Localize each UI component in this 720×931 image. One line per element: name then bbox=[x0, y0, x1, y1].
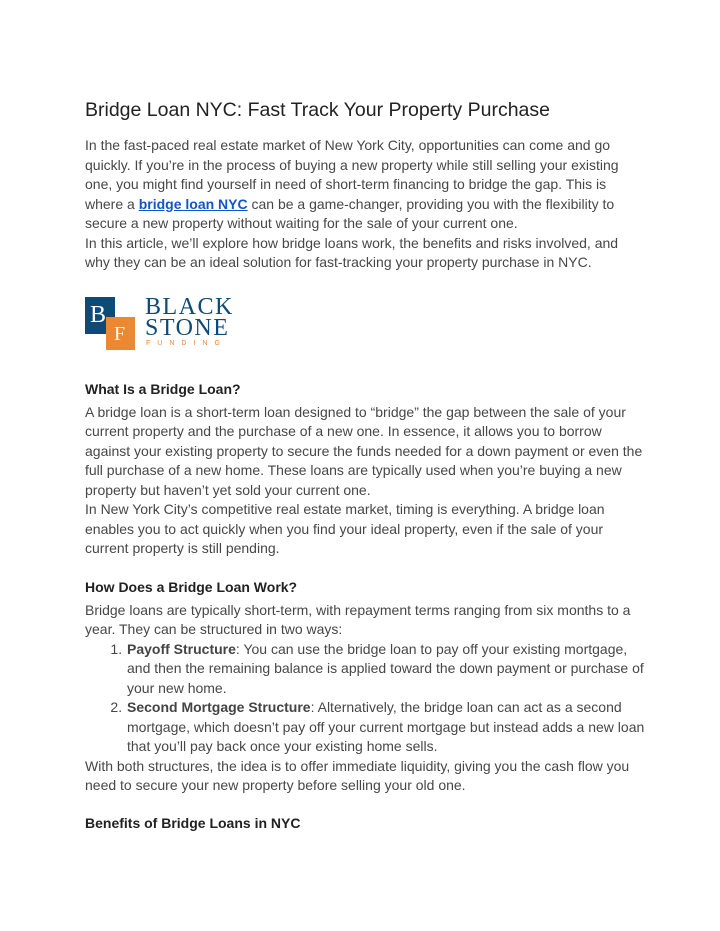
logo-letter-b: B bbox=[90, 301, 107, 328]
logo-word-stone: STONE bbox=[145, 314, 230, 341]
intro-text-a: In the fast-paced real estate market of New York City, opportunities can come and go quickly. If you’re in the process of buying a new property while still selling your existing one, you might find yourself in need of short-term financing to bridge the gap. This is where a bbox=[85, 137, 619, 212]
list-item bbox=[126, 698, 645, 757]
logo-letter-f: F bbox=[114, 322, 126, 345]
how-works-paragraph-1: Bridge loans are typically short-term, with repayment terms ranging from six months to a year. They can be structured in two ways: bbox=[85, 601, 631, 637]
list-item-term: Payoff Structure bbox=[127, 640, 236, 657]
bridge-loan-nyc-link[interactable]: bridge loan NYC bbox=[138, 195, 248, 212]
intro-paragraph-1 bbox=[85, 136, 645, 234]
how-works-paragraph-2: With both structures, the idea is to offer immediate liquidity, giving you the cash flow you need to secure your new property before selling your old one. bbox=[85, 757, 630, 793]
list-item-text: : You can use the bridge loan to pay off your existing mortgage, and then the remaining balance is applied toward the down payment or purchase of your new home. bbox=[127, 640, 644, 696]
logo-word-black: BLACK bbox=[145, 293, 234, 320]
blackstone-funding-logo bbox=[85, 293, 235, 353]
what-is-paragraph-2: In New York City’s competitive real estate market, timing is everything. A bridge loan enables you to act quickly when you find your ideal property, even if the sale of your current property is still pending. bbox=[85, 501, 605, 556]
document-body bbox=[85, 98, 645, 833]
list-item bbox=[126, 640, 645, 699]
structure-list bbox=[85, 640, 645, 757]
section-heading-how-works: How Does a Bridge Loan Work? bbox=[85, 578, 298, 595]
list-item-term: Second Mortgage Structure bbox=[127, 699, 311, 715]
what-is-paragraph-1: A bridge loan is a short-term loan designed to “bridge” the gap between the sale of your current property and the purchase of a new one. In essence, it allows you to borrow against your existing property to secure the funds needed for a down payment or even the full purchase of a new home. These loans are typically used when you’re buying a new property but haven’t yet sold your current one. bbox=[85, 403, 643, 498]
document-title: Bridge Loan NYC: Fast Track Your Property Purchase bbox=[85, 99, 550, 121]
intro-text-b: can be a game-changer, providing you with the flexibility to secure a new property without waiting for the sale of your current one. bbox=[85, 195, 615, 231]
logo-word-funding: FUNDING bbox=[146, 339, 227, 347]
section-heading-benefits: Benefits of Bridge Loans in NYC bbox=[85, 814, 301, 831]
section-heading-what-is: What Is a Bridge Loan? bbox=[85, 380, 241, 397]
list-item-text: : Alternatively, the bridge loan can act as a second mortgage, which doesn’t pay off your current mortgage but instead adds a new loan that you’ll pay back once your existing home sells. bbox=[127, 699, 645, 754]
intro-paragraph-2: In this article, we’ll explore how bridge loans work, the benefits and risks involved, and why they can be an ideal solution for fast-tracking your property purchase in NYC. bbox=[85, 234, 619, 270]
logo-f-block bbox=[106, 317, 135, 350]
